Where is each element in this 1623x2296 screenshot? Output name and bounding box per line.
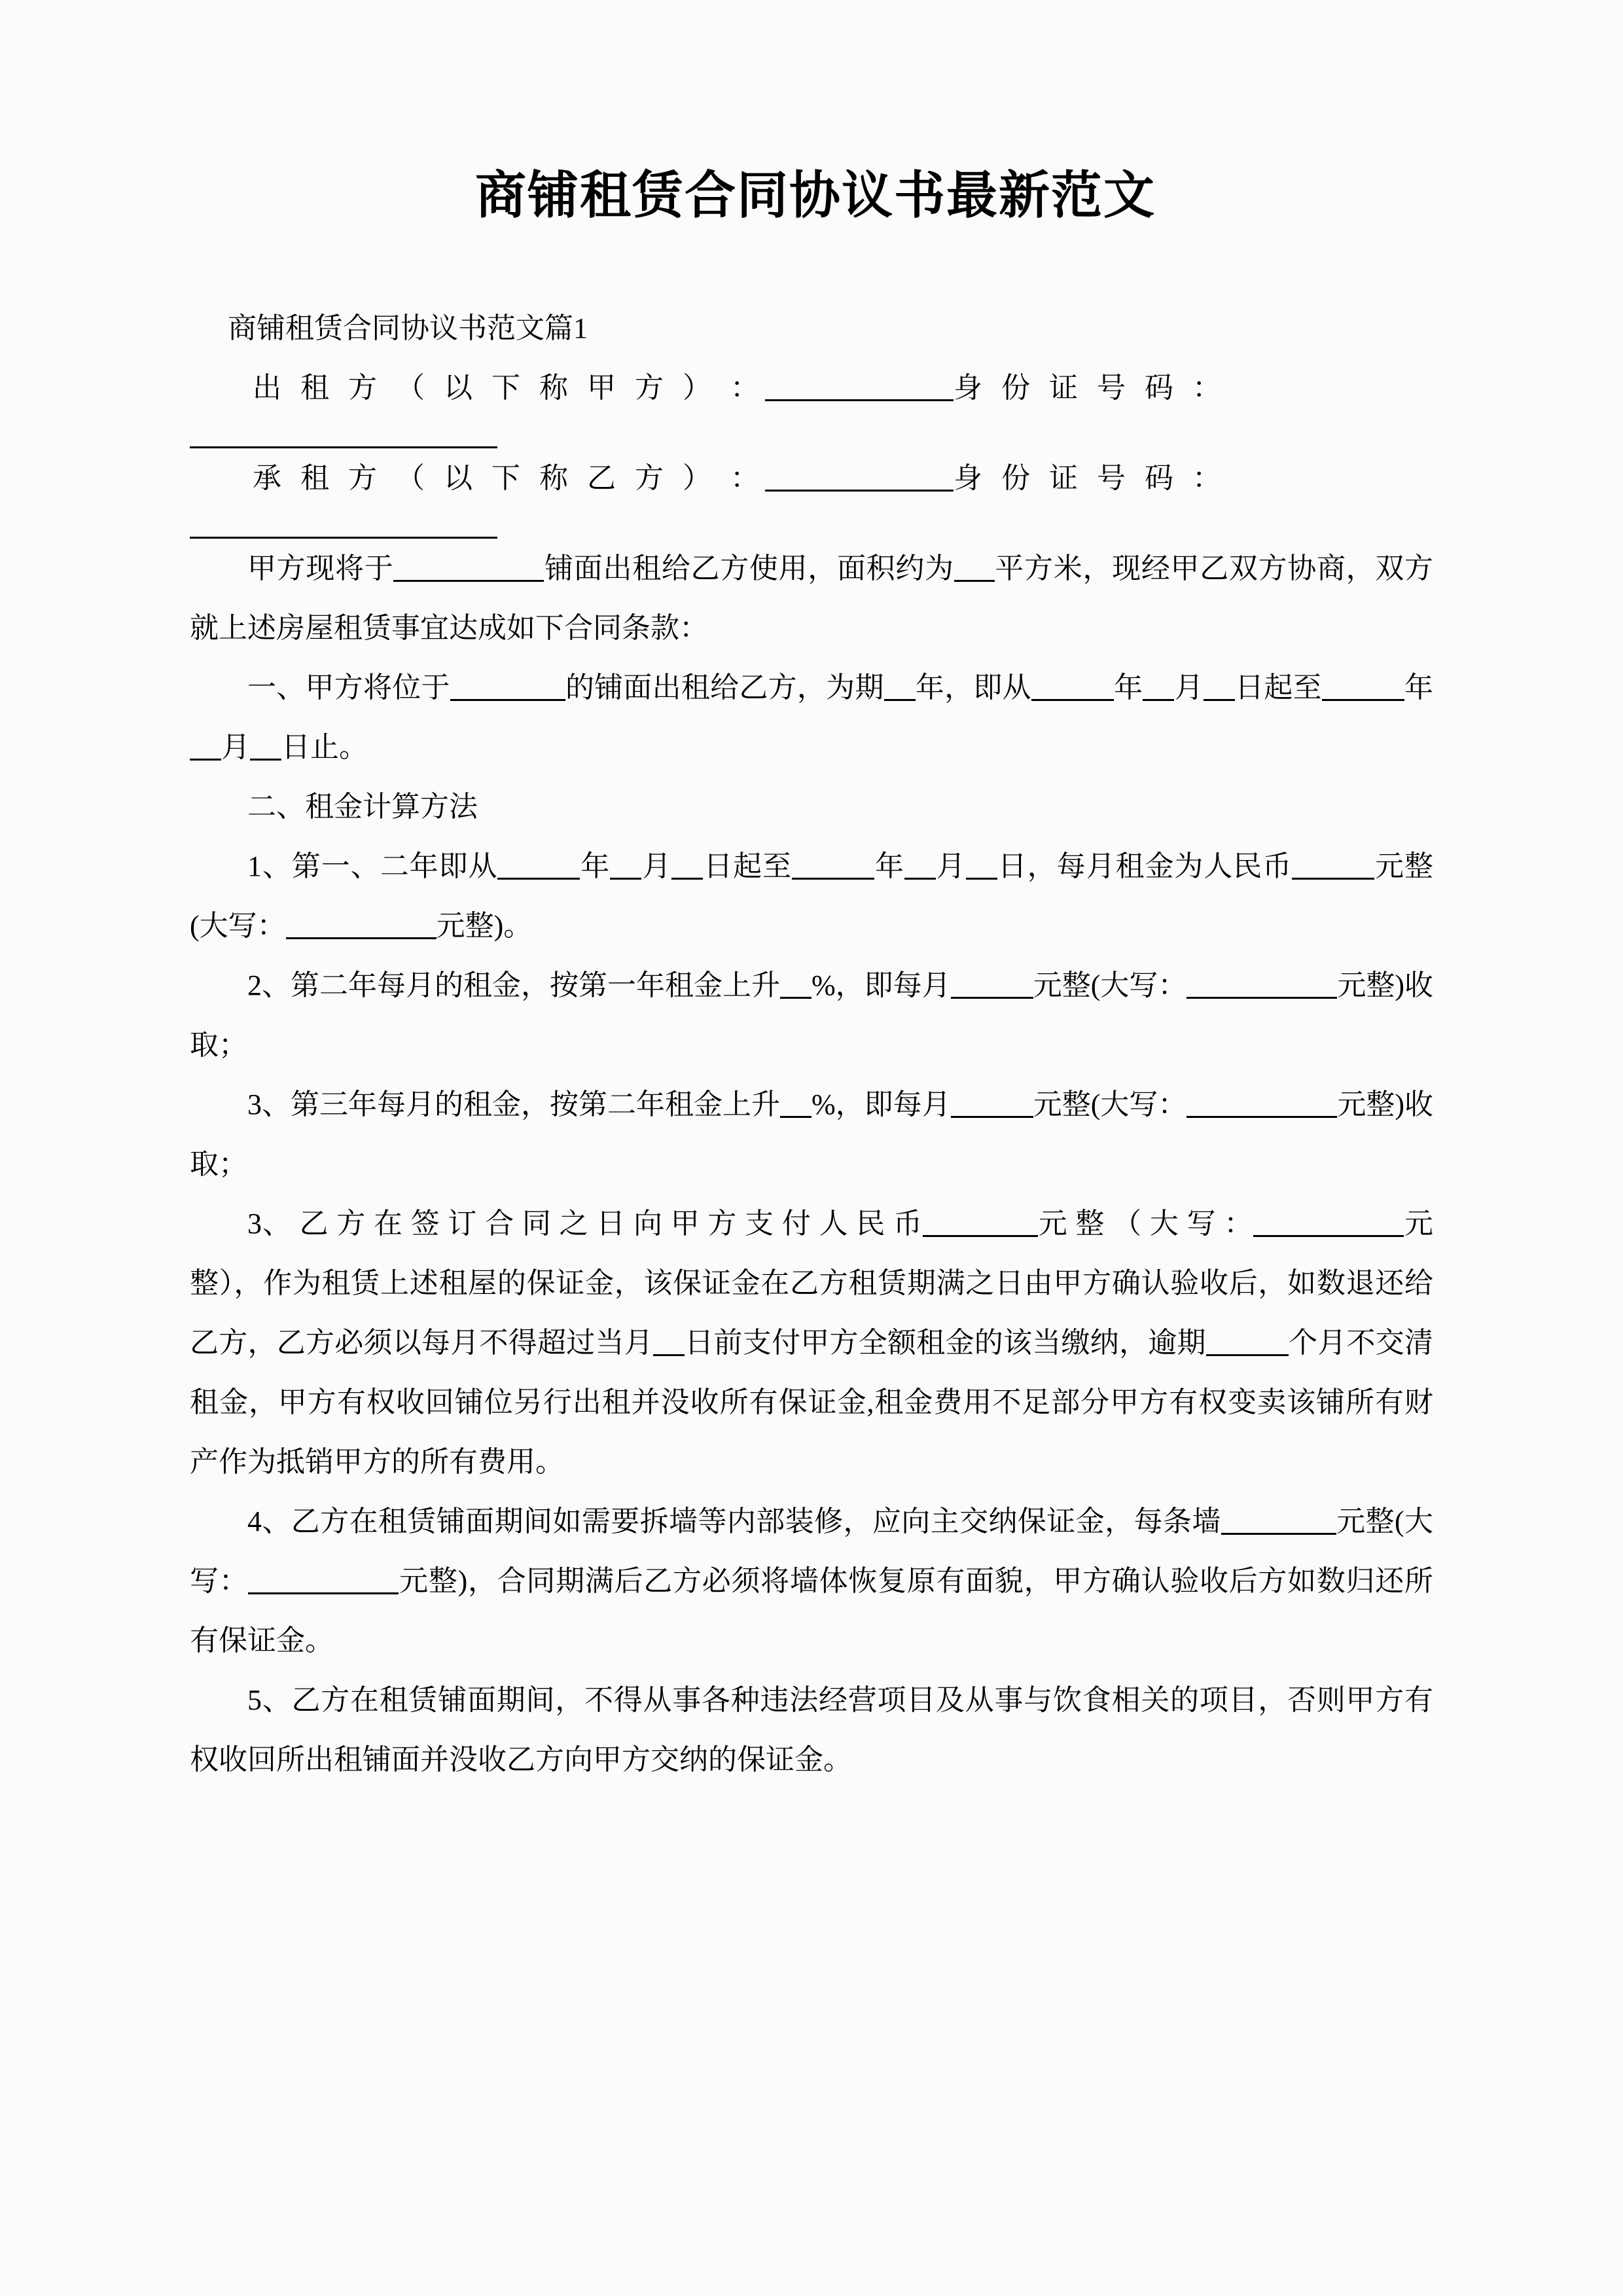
preamble-paragraph: [190, 539, 1433, 658]
clause1-start-month-blank[interactable]: [1143, 677, 1174, 701]
item3-part2: %，即每月: [812, 1088, 951, 1121]
clause-2-item-2: [190, 956, 1433, 1075]
item2-part4: 元整)收取；: [190, 969, 1434, 1061]
wall-part2: 元整(大写：: [190, 1505, 1434, 1597]
clause1-end-day-blank[interactable]: [250, 736, 281, 761]
item1-end-day-blank[interactable]: [966, 855, 997, 880]
lessor-label: 出 租 方 （ 以 下 称 甲 方 ） ：: [253, 371, 765, 404]
preamble-part1: 甲方现将于: [247, 552, 394, 584]
item1-end-month-blank[interactable]: [904, 855, 936, 880]
item2-rent-blank[interactable]: [951, 975, 1033, 999]
item3-rent-words-blank[interactable]: [1186, 1094, 1337, 1118]
lessee-line: [190, 448, 1433, 508]
clause1-part5: 月: [1174, 671, 1204, 704]
deposit-part5: 个月不交清租金，甲方有权收回铺位另行出租并没收所有保证金,租金费用不足部分甲方有权变卖该铺所有财产作为抵销甲方的所有费用。: [190, 1326, 1433, 1478]
clause1-end-month-blank[interactable]: [190, 736, 221, 761]
clause1-part3: 年，即从: [915, 671, 1031, 704]
item2-part1: 2、第二年每月的租金，按第一年租金上升: [247, 969, 781, 1001]
preamble-part3: 平方米，现经甲乙双方协商，双方就上述房屋租赁事宜达成如下合同条款：: [190, 552, 1434, 644]
wall-part1: 4、乙方在租赁铺面期间如需要拆墙等内部装修，应向主交纳保证金，每条墙: [247, 1505, 1221, 1537]
clause1-location-blank[interactable]: [450, 677, 565, 701]
clause1-years-blank[interactable]: [884, 677, 916, 701]
item1-rent-words-blank[interactable]: [286, 915, 437, 939]
item1-rent-blank[interactable]: [1292, 855, 1374, 880]
clause1-part6: 日起至: [1234, 671, 1322, 704]
shop-area-blank[interactable]: [954, 558, 995, 582]
lessor-id-label: 身 份 证 号 码 ：: [954, 371, 1227, 404]
clause1-start-day-blank[interactable]: [1204, 677, 1235, 701]
item2-percent-blank[interactable]: [780, 975, 812, 999]
clause1-start-year-blank[interactable]: [1031, 677, 1114, 701]
usage-part1: 5、乙方在租赁铺面期间，不得从事各种违法经营项目及从事与饮食相关的项目，否则甲方有权收回所出租铺面并没收乙方向甲方交纳的保证金。: [190, 1683, 1433, 1776]
item1-start-month-blank[interactable]: [610, 855, 641, 880]
item1-part7: 日，每月租金为人民币: [997, 850, 1293, 882]
shop-location-blank[interactable]: [393, 558, 544, 582]
item3-rent-blank[interactable]: [951, 1094, 1033, 1118]
item1-part9: 元整)。: [436, 909, 533, 942]
deposit-part4: 日前支付甲方全额租金的该当缴纳，逾期: [685, 1326, 1206, 1359]
clause-2-item-deposit: [190, 1194, 1433, 1492]
deposit-amount-words-blank[interactable]: [1253, 1213, 1404, 1237]
item1-part4: 日起至: [703, 850, 793, 882]
deposit-part1: 3、 乙 方 在 签 订 合 同 之 日 向 甲 方 支 付 人 民 币: [247, 1207, 923, 1240]
item2-rent-words-blank[interactable]: [1186, 975, 1337, 999]
clause-1-paragraph: [190, 658, 1433, 777]
clause1-part9: 日止。: [281, 730, 368, 763]
item2-part2: %，即每月: [812, 969, 951, 1001]
item2-part3: 元整(大写：: [1033, 969, 1187, 1001]
clause-2-item-wall: [190, 1492, 1433, 1670]
item1-part1: 1、第一、二年即从: [247, 850, 498, 882]
item3-part1: 3、第三年每月的租金，按第二年租金上升: [247, 1088, 781, 1121]
clause1-part4: 年: [1113, 671, 1143, 704]
clause1-part1: 一、甲方将位于: [247, 671, 450, 704]
item3-percent-blank[interactable]: [780, 1094, 812, 1118]
lessee-label: 承 租 方 （ 以 下 称 乙 方 ） ：: [253, 461, 765, 494]
lessor-name-blank[interactable]: [765, 377, 954, 401]
lessee-id-blank[interactable]: [190, 508, 497, 539]
item1-part2: 年: [580, 850, 611, 882]
wall-deposit-words-blank[interactable]: [248, 1570, 399, 1594]
lessor-id-blank[interactable]: [190, 418, 497, 448]
page-title: 商铺租赁合同协议书最新范文: [474, 166, 1156, 224]
document-content: [190, 164, 1433, 1789]
item3-part3: 元整(大写：: [1033, 1088, 1187, 1121]
clause1-part7: 年: [1404, 671, 1434, 704]
item1-part3: 月: [641, 850, 672, 882]
item1-part6: 月: [935, 850, 966, 882]
lessee-id-label: 身 份 证 号 码 ：: [954, 461, 1227, 494]
clause1-part2: 的铺面出租给乙方，为期: [565, 671, 884, 704]
deposit-overdue-months-blank[interactable]: [1206, 1332, 1289, 1356]
item3-part4: 元整)收取；: [190, 1088, 1434, 1180]
wall-deposit-blank[interactable]: [1221, 1511, 1336, 1535]
clause1-part8: 月: [221, 730, 250, 763]
clause1-end-year-blank[interactable]: [1322, 677, 1404, 701]
item1-start-day-blank[interactable]: [671, 855, 703, 880]
lessee-name-blank[interactable]: [765, 467, 954, 492]
lessor-line: [190, 358, 1433, 418]
item1-part5: 年: [874, 850, 904, 882]
item1-part8: 元整(大写：: [190, 850, 1434, 942]
deposit-payday-blank[interactable]: [653, 1332, 685, 1356]
deposit-amount-blank[interactable]: [923, 1213, 1038, 1237]
item1-start-year-blank[interactable]: [497, 855, 580, 880]
item1-end-year-blank[interactable]: [792, 855, 874, 880]
clause-2-item-usage: [190, 1670, 1433, 1789]
clause-2-heading: 二、租金计算方法: [247, 790, 478, 823]
deposit-part2: 元 整 （ 大 写 ：: [1037, 1207, 1254, 1240]
clause-2-item-3: [190, 1075, 1433, 1194]
clause-2-item-1: [190, 836, 1433, 956]
wall-part3: 元整)，合同期满后乙方必须将墙体恢复原有面貌，甲方确认验收后方如数归还所有保证金。: [190, 1564, 1434, 1657]
section-heading: 商铺租赁合同协议书范文篇1: [228, 312, 588, 344]
deposit-part3: 元整），作为租赁上述租屋的保证金，该保证金在乙方租赁期满之日由甲方确认验收后，如数退还给乙方，乙方必须以每月不得超过当月: [190, 1207, 1434, 1359]
preamble-part2: 铺面出租给乙方使用，面积约为: [544, 552, 954, 584]
